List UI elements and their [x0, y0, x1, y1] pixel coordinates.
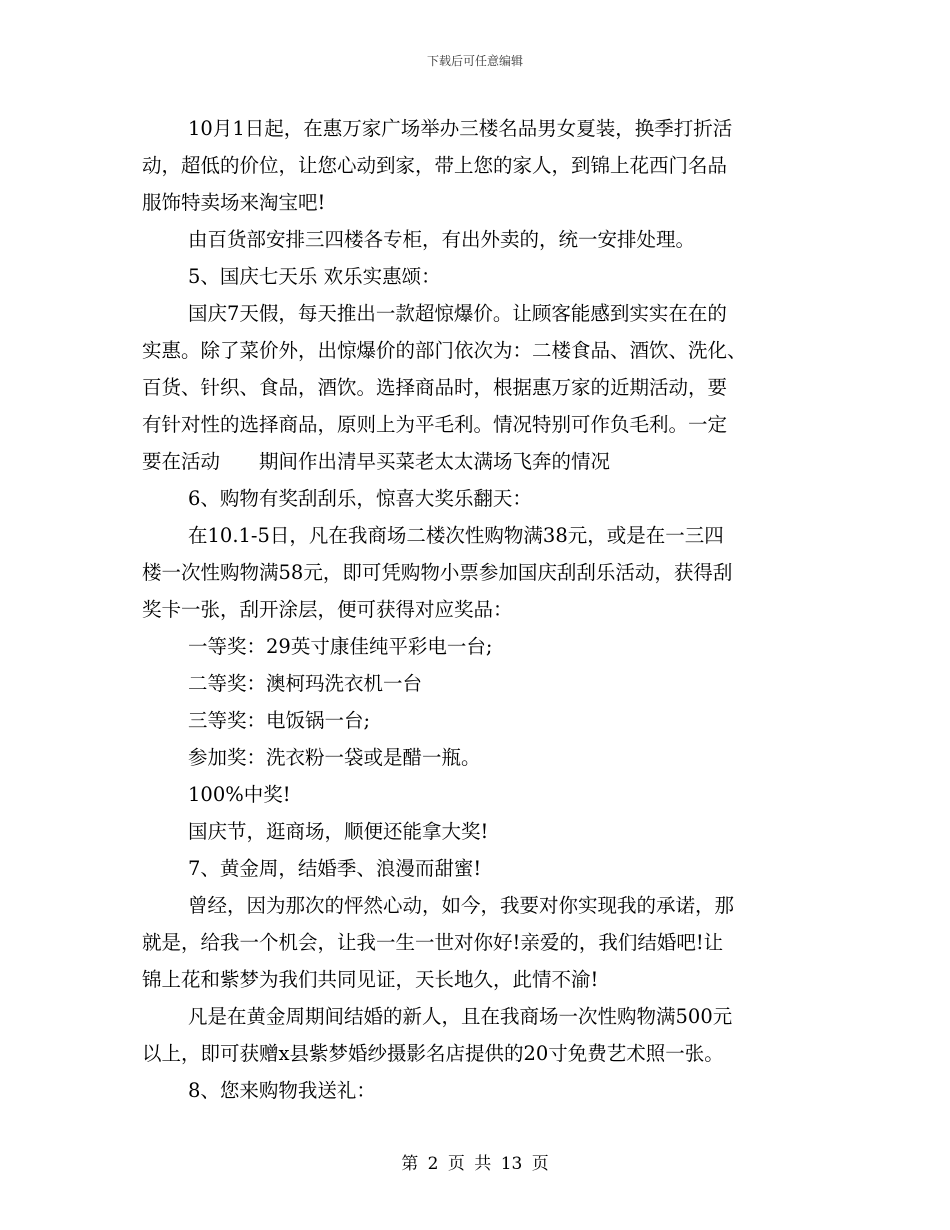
section-heading: 7、黄金周，结婚季、浪漫而甜蜜! [188, 857, 482, 880]
text-line: 奖卡一张，刮开涂层，便可获得对应奖品： [142, 598, 513, 621]
text-line: 有针对性的选择商品，原则上为平毛利。情况特别可作负毛利。一定 [142, 413, 728, 436]
page-header: 下载后可任意编辑 [426, 54, 523, 68]
text-line: 由百货部安排三四楼各专柜，有出外卖的，统一安排处理。 [188, 228, 696, 251]
page-number: 第 2 页 共 13 页 [401, 1154, 549, 1174]
section-heading: 8、您来购物我送礼： [188, 1079, 376, 1102]
text-line: 楼一次性购物满58元，即可凭购物小票参加国庆刮刮乐活动，获得刮 [142, 561, 733, 584]
prize-item: 三等奖：电饭锅一台; [188, 709, 371, 732]
text-line: 服饰特卖场来淘宝吧! [142, 191, 326, 214]
text-line: 国庆节，逛商场，顺便还能拿大奖! [188, 820, 489, 843]
text-line: 百货、针织、食品，酒饮。选择商品时，根据惠万家的近期活动，要 [142, 376, 728, 399]
text-line: 实惠。除了菜价外，出惊爆价的部门依次为：二楼食品、酒饮、洗化、 [142, 339, 747, 362]
prize-item: 一等奖：29英寸康佳纯平彩电一台; [188, 635, 493, 658]
text-line: 锦上花和紫梦为我们共同见证，天长地久，此情不渝! [142, 968, 599, 991]
text-line: 在10.1-5日，凡在我商场二楼次性购物满38元，或是在一三四 [188, 524, 724, 547]
text-line: 10月1日起，在惠万家广场举办三楼名品男女夏装，换季打折活 [188, 117, 733, 140]
text-line: 曾经，因为那次的怦然心动，如今，我要对你实现我的承诺，那 [188, 894, 735, 917]
section-heading: 5、国庆七天乐 欢乐实惠颂： [188, 265, 441, 288]
text-line: 以上，即可获赠x县紫梦婚纱摄影名店提供的20寸免费艺术照一张。 [142, 1042, 724, 1065]
text-line: 就是，给我一个机会，让我一生一世对你好!亲爱的，我们结婚吧!让 [142, 931, 724, 954]
text-line: 要在活动 期间作出清早买菜老太太满场飞奔的情况 [142, 450, 611, 473]
prize-item: 二等奖：澳柯玛洗衣机一台 [188, 672, 423, 695]
document-body [142, 110, 810, 1109]
section-heading: 6、购物有奖刮刮乐，惊喜大奖乐翻天： [188, 487, 532, 510]
text-line: 动，超低的价位，让您心动到家，带上您的家人，到锦上花西门名品 [142, 154, 728, 177]
prize-item: 参加奖：洗衣粉一袋或是醋一瓶。 [188, 746, 481, 769]
text-line: 100%中奖! [188, 783, 291, 806]
text-line: 国庆7天假，每天推出一款超惊爆价。让顾客能感到实实在在的 [188, 302, 727, 325]
text-line: 凡是在黄金周期间结婚的新人，且在我商场一次性购物满500元 [188, 1005, 733, 1028]
